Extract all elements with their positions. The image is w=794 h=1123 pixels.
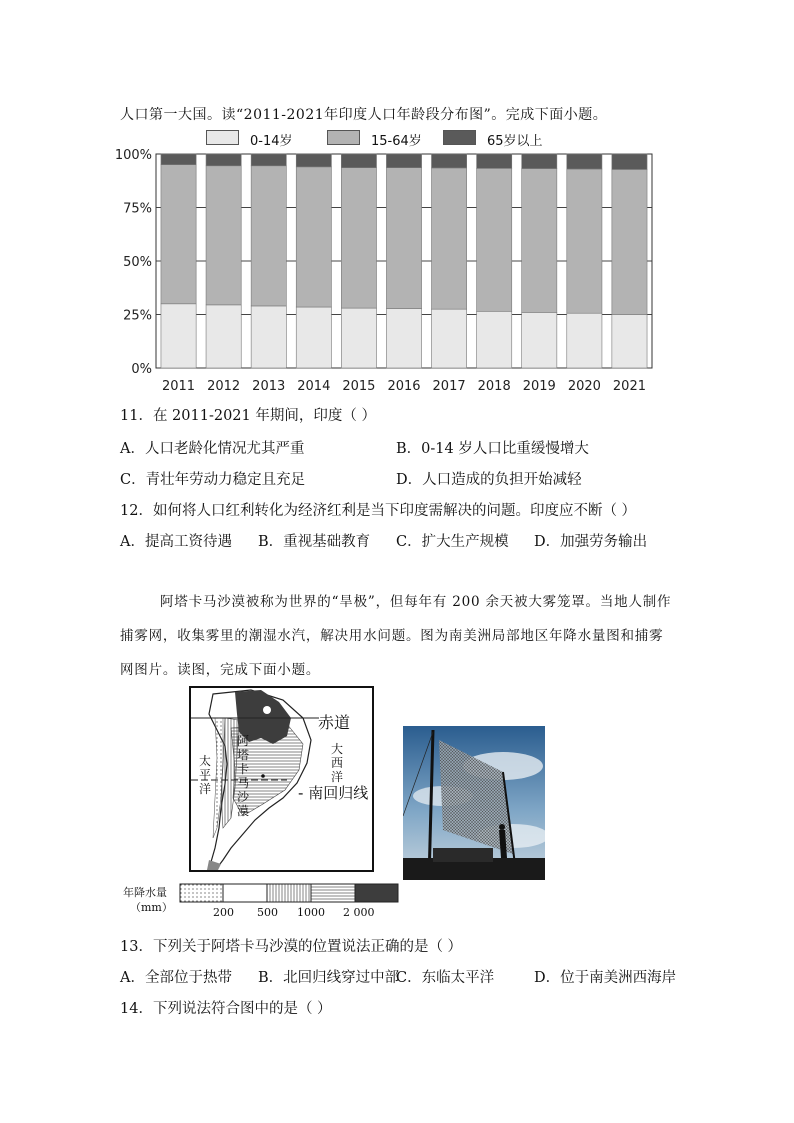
y-tick-label: 50% (123, 255, 152, 270)
x-tick-label: 2014 (297, 379, 331, 394)
scale-title: 年降水量 (123, 886, 167, 899)
x-tick-label: 2012 (207, 379, 241, 394)
age-distribution-chart (110, 140, 670, 400)
bar-segment-2021-0 (612, 315, 647, 369)
scale-value-500: 500 (257, 906, 278, 919)
bar-segment-2019-1 (522, 169, 557, 313)
fog-net-photo (403, 726, 545, 880)
scale-value-200: 200 (213, 906, 234, 919)
pacific-label: 太平洋 (199, 754, 212, 796)
y-tick-label: 100% (114, 148, 152, 163)
bar-segment-2015-1 (341, 168, 376, 308)
y-tick-label: 0% (131, 362, 152, 377)
y-tick-label: 75% (123, 201, 152, 217)
x-tick-label: 2018 (477, 379, 511, 394)
bar-segment-2013-0 (251, 306, 286, 368)
bar-segment-2014-0 (296, 307, 331, 368)
intro-text: 人口第一大国。读“2011-2021年印度人口年龄段分布图”。完成下面小题。 (120, 107, 608, 123)
atacama-label: 阿塔卡马沙漠 (237, 734, 250, 818)
bar-segment-2016-2 (386, 154, 421, 168)
bar-segment-2019-0 (522, 312, 557, 368)
q11-option-c[interactable]: C．青壮年劳动力稳定且充足 (120, 472, 306, 488)
bar-segment-2020-0 (567, 313, 602, 368)
q13-option-d[interactable]: D．位于南美洲西海岸 (534, 970, 677, 986)
bar-segment-2017-2 (432, 154, 467, 168)
x-tick-label: 2015 (342, 379, 376, 394)
bar-segment-2014-2 (296, 154, 331, 167)
bar-segment-2015-2 (341, 154, 376, 168)
bar-segment-2016-0 (386, 309, 421, 368)
scale-unit: （mm） (130, 901, 173, 914)
x-tick-label: 2020 (567, 379, 601, 394)
bar-segment-2017-0 (432, 309, 467, 368)
x-tick-label: 2013 (252, 379, 286, 394)
q14-stem: 14．下列说法符合图中的是（ ） (120, 1001, 332, 1017)
passage-text: 阿塔卡马沙漠被称为世界的“旱极”，但每年有 200 余天被大雾笼罩。当地人制作捕雾网，收集雾里的潮湿水汽，解决用水问题。图为南美洲局部地区年降水量图和捕雾网图片。读图，完成下面小题。 (120, 594, 672, 678)
bar-segment-2012-1 (206, 166, 241, 305)
bar-segment-2011-2 (161, 154, 196, 165)
bar-segment-2014-1 (296, 167, 331, 307)
legend-label-0-14: 0-14岁 (250, 134, 293, 149)
bar-segment-2016-1 (386, 168, 421, 309)
q13-option-c[interactable]: C．东临太平洋 (396, 970, 495, 986)
scale-value-1000: 1000 (297, 906, 325, 919)
q11-stem: 11．在 2011-2021 年期间，印度（ ） (120, 408, 376, 424)
x-tick-label: 2017 (432, 379, 466, 394)
atlantic-label: 大西洋 (331, 742, 344, 784)
bar-segment-2018-1 (477, 168, 512, 311)
q11-option-b[interactable]: B．0-14 岁人口比重缓慢增大 (396, 441, 589, 457)
bar-segment-2011-1 (161, 165, 196, 304)
q13-option-a[interactable]: A．全部位于热带 (120, 970, 232, 986)
legend-label-15-64: 15-64岁 (371, 134, 422, 149)
q12-option-a[interactable]: A．提高工资待遇 (120, 534, 232, 550)
precipitation-scale-bar (179, 883, 399, 903)
q11-option-a[interactable]: A．人口老龄化情况尤其严重 (120, 441, 305, 457)
bar-segment-2020-1 (567, 169, 602, 313)
bar-segment-2012-2 (206, 154, 241, 166)
q11-option-d[interactable]: D．人口造成的负担开始减轻 (396, 472, 582, 488)
y-tick-label: 25% (123, 308, 152, 324)
bar-segment-2017-1 (432, 168, 467, 309)
bar-segment-2019-2 (522, 154, 557, 169)
south-america-precipitation-map (189, 686, 374, 872)
bar-segment-2021-2 (612, 154, 647, 169)
q12-option-d[interactable]: D．加强劳务输出 (534, 534, 648, 550)
x-tick-label: 2011 (161, 379, 196, 394)
bar-segment-2013-2 (251, 154, 286, 166)
q12-stem: 12．如何将人口红利转化为经济红利是当下印度需解决的问题。印度应不断（ ） (120, 503, 637, 519)
tropic-label: - 南回归线 (298, 784, 369, 802)
q12-option-c[interactable]: C．扩大生产规模 (396, 534, 509, 550)
bar-segment-2018-2 (477, 154, 512, 168)
x-tick-label: 2021 (612, 379, 647, 394)
q13-stem: 13．下列关于阿塔卡马沙漠的位置说法正确的是（ ） (120, 939, 463, 955)
q12-option-b[interactable]: B．重视基础教育 (258, 534, 371, 550)
bar-segment-2012-0 (206, 305, 241, 368)
x-tick-label: 2019 (522, 379, 556, 394)
bar-segment-2015-0 (341, 308, 376, 368)
bar-segment-2021-1 (612, 169, 647, 314)
bar-segment-2013-1 (251, 166, 286, 306)
bar-segment-2011-0 (161, 304, 196, 368)
bar-segment-2018-0 (477, 311, 512, 368)
x-tick-label: 2016 (387, 379, 421, 394)
q13-option-b[interactable]: B．北回归线穿过中部 (258, 970, 400, 986)
equator-label: 赤道 (318, 713, 351, 732)
scale-value-2000: 2 000 (343, 906, 375, 919)
bar-segment-2020-2 (567, 154, 602, 169)
legend-label-65plus: 65岁以上 (487, 134, 543, 149)
